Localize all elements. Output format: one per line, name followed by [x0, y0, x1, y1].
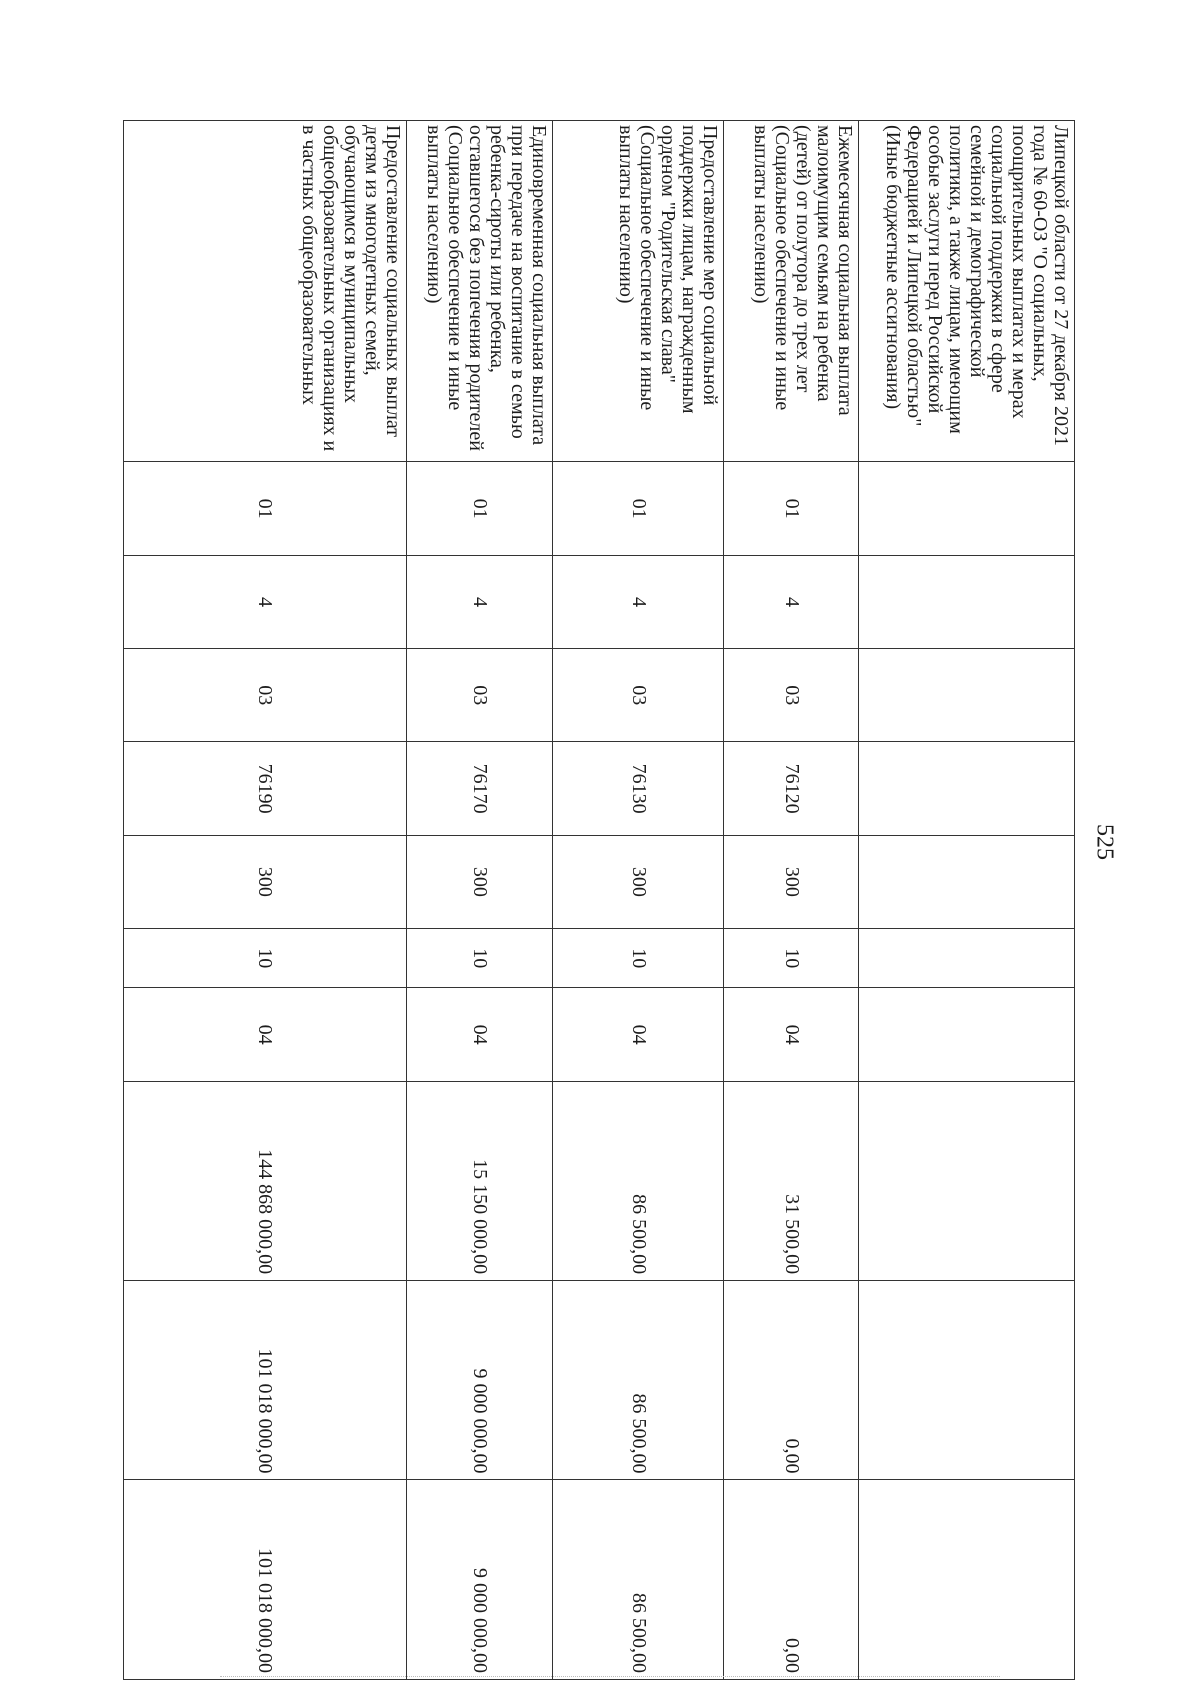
table-row [723, 121, 858, 1680]
division-code [859, 929, 1075, 988]
row-name: Предоставление мер социальной поддержки лицам, награжденным орденом "Родительская слава" (Социальное обеспечение и иные выплаты населению) [553, 121, 724, 462]
gov-code [859, 462, 1075, 555]
amount-year-2: 86 500,00 [553, 1281, 724, 1480]
direction-code: 76120 [723, 742, 858, 835]
amount-year-3: 86 500,00 [553, 1480, 724, 1680]
subdivision-code [859, 988, 1075, 1081]
amount-year-1 [859, 1081, 1075, 1280]
gov-code: 01 [124, 462, 407, 555]
table-row [859, 121, 1075, 1680]
division-code: 10 [406, 929, 552, 988]
row-name: Ежемесячная социальная выплата малоимущим семьям на ребенка (детей) от полутора до трех лет (Социальное обеспечение и иные выплаты населению) [723, 121, 858, 462]
program-code: 03 [406, 649, 552, 742]
amount-year-1: 86 500,00 [553, 1081, 724, 1280]
gov-code: 01 [553, 462, 724, 555]
amount-year-3 [859, 1480, 1075, 1680]
table-row [406, 121, 552, 1680]
amount-year-1: 144 868 000,00 [124, 1081, 407, 1280]
direction-code: 76130 [553, 742, 724, 835]
section-code: 4 [406, 555, 552, 648]
gov-code: 01 [406, 462, 552, 555]
program-code: 03 [124, 649, 407, 742]
table-row [553, 121, 724, 1680]
section-code: 4 [124, 555, 407, 648]
subdivision-code: 04 [406, 988, 552, 1081]
amount-year-1: 31 500,00 [723, 1081, 858, 1280]
amount-year-2 [859, 1281, 1075, 1480]
expense-type: 300 [553, 835, 724, 928]
amount-year-2: 0,00 [723, 1281, 858, 1480]
budget-table-wrapper [123, 120, 1075, 1680]
amount-year-3: 9 000 000,00 [406, 1480, 552, 1680]
division-code: 10 [124, 929, 407, 988]
direction-code [859, 742, 1075, 835]
expense-type: 300 [124, 835, 407, 928]
division-code: 10 [553, 929, 724, 988]
table-row [124, 121, 407, 1680]
page-number: 525 [1091, 824, 1118, 860]
amount-year-2: 101 018 000,00 [124, 1281, 407, 1480]
program-code: 03 [553, 649, 724, 742]
budget-table [123, 120, 1075, 1680]
expense-type: 300 [723, 835, 858, 928]
section-code [859, 555, 1075, 648]
direction-code: 76170 [406, 742, 552, 835]
program-code: 03 [723, 649, 858, 742]
row-name: Единовременная социальная выплата при передаче на воспитание в семью ребенка-сироты или ребенка, оставшегося без попечения родителей (Социальное обеспечение и иные выплаты населению) [406, 121, 552, 462]
direction-code: 76190 [124, 742, 407, 835]
subdivision-code: 04 [124, 988, 407, 1081]
division-code: 10 [723, 929, 858, 988]
program-code [859, 649, 1075, 742]
amount-year-1: 15 150 000,00 [406, 1081, 552, 1280]
gov-code: 01 [723, 462, 858, 555]
row-name: Липецкой области от 27 декабря 2021 года № 60-ОЗ "О социальных, поощрительных выплатах и мерах социальной поддержки в сфере семейной и демографической политики, а также лицам, имеющим особые заслуги перед Российской Федерацией и Липецкой областью" (Иные бюджетные ассигнования) [859, 121, 1075, 462]
scan-artifact-line [220, 1676, 1000, 1679]
section-code: 4 [553, 555, 724, 648]
subdivision-code: 04 [553, 988, 724, 1081]
subdivision-code: 04 [723, 988, 858, 1081]
row-name: Предоставление социальных выплат детям из многодетных семей, обучающимся в муниципальных общеобразовательных организациях и в частных общеобразовательных [124, 121, 407, 462]
amount-year-3: 0,00 [723, 1480, 858, 1680]
amount-year-3: 101 018 000,00 [124, 1480, 407, 1680]
section-code: 4 [723, 555, 858, 648]
expense-type [859, 835, 1075, 928]
expense-type: 300 [406, 835, 552, 928]
amount-year-2: 9 000 000,00 [406, 1281, 552, 1480]
